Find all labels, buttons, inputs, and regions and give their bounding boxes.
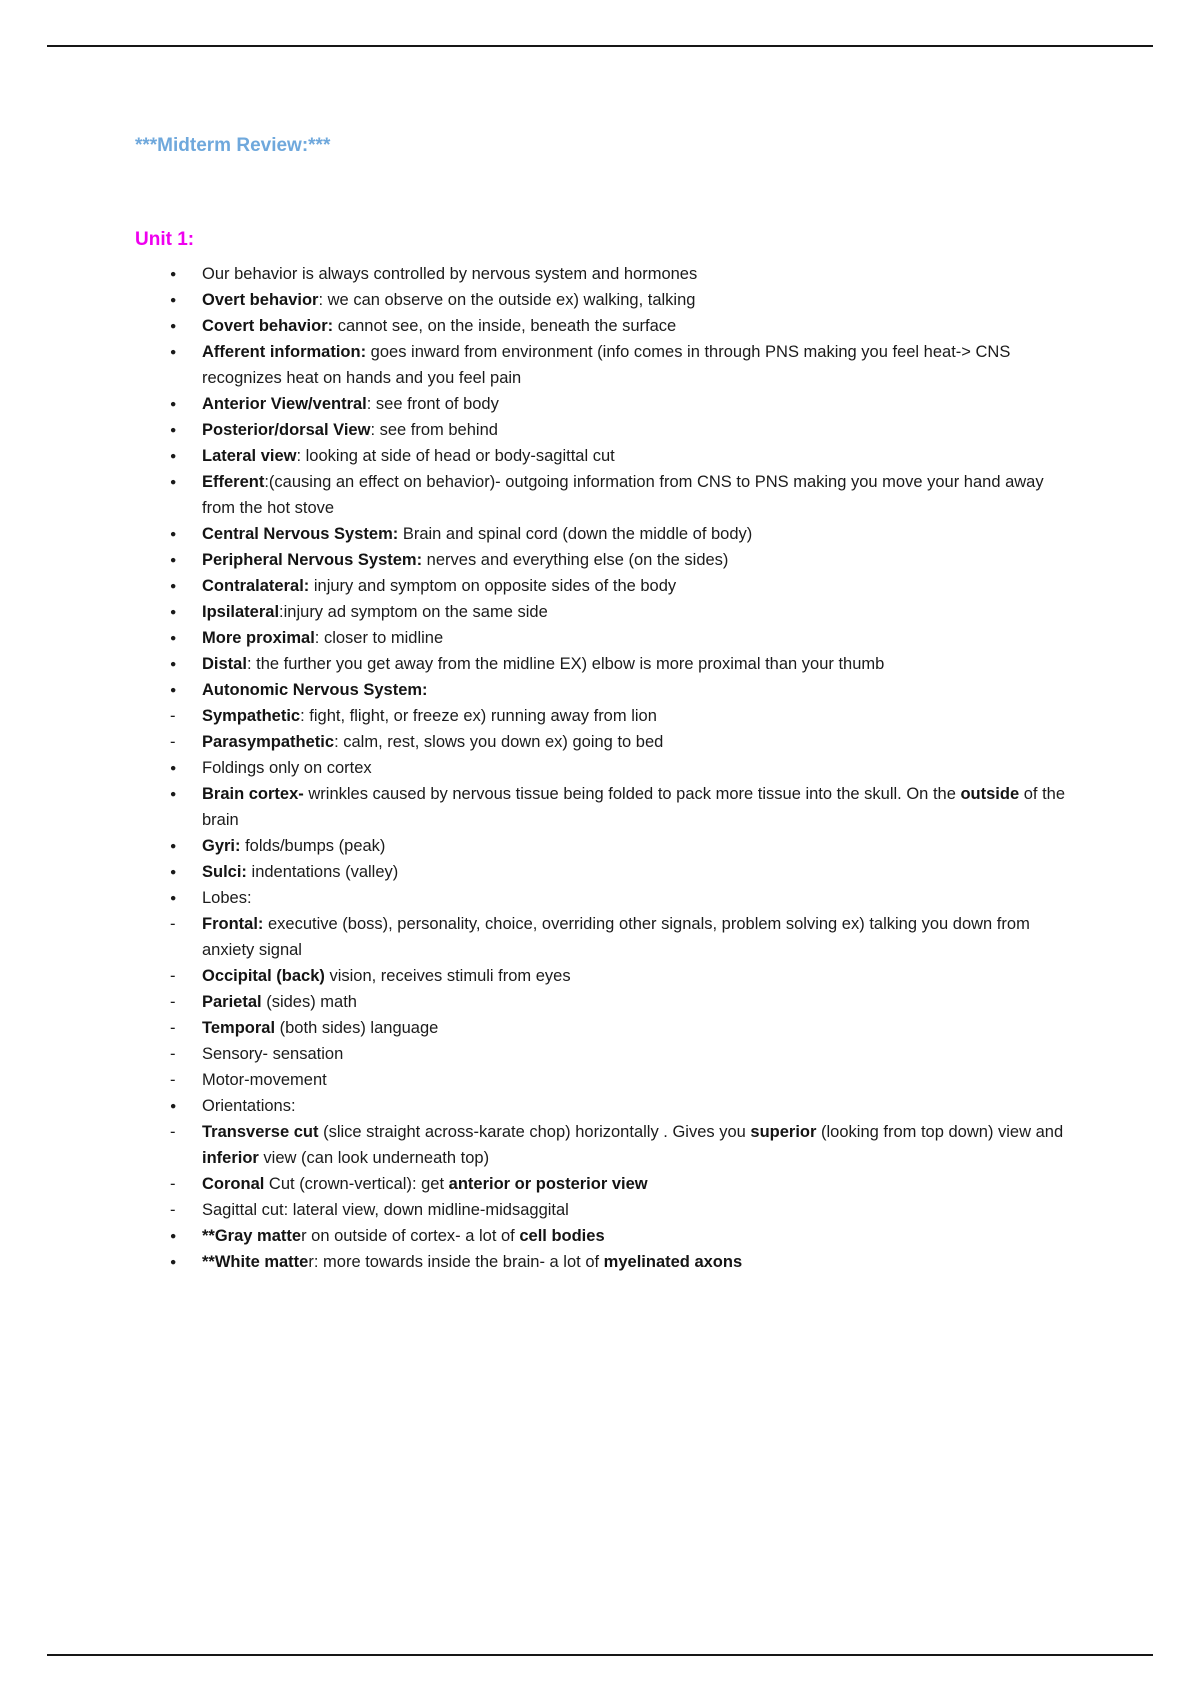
list-item-text: Peripheral Nervous System: nerves and everything else (on the sides)	[202, 551, 729, 569]
list-item	[135, 989, 1067, 1015]
list-item-text: Autonomic Nervous System:	[202, 681, 428, 699]
list-item	[135, 729, 1067, 755]
bullet-marker: ●	[170, 554, 177, 566]
list-item	[135, 963, 1067, 989]
list-item	[135, 313, 1067, 339]
bullet-marker: ●	[170, 606, 177, 618]
list-item	[135, 521, 1067, 547]
bullet-marker: ●	[170, 268, 177, 280]
list-item	[135, 625, 1067, 651]
list-item	[135, 703, 1067, 729]
dash-marker: -	[170, 733, 176, 751]
list-item-text: Distal: the further you get away from the midline EX) elbow is more proximal than your thumb	[202, 655, 885, 673]
bullet-marker: ●	[170, 840, 177, 852]
list-item	[135, 573, 1067, 599]
dash-marker: -	[170, 915, 176, 933]
bullet-marker: ●	[170, 788, 177, 800]
list-item-text: More proximal: closer to midline	[202, 629, 444, 647]
dash-marker: -	[170, 1045, 176, 1063]
list-item-text: Orientations:	[202, 1097, 296, 1115]
list-item	[135, 391, 1067, 417]
list-item-text: **Gray matter on outside of cortex- a lot of cell bodies	[202, 1227, 605, 1245]
list-item	[135, 1197, 1067, 1223]
list-item	[135, 859, 1067, 885]
bullet-marker: ●	[170, 1230, 177, 1242]
list-item	[135, 677, 1067, 703]
list-item-text: Foldings only on cortex	[202, 759, 372, 777]
dash-marker: -	[170, 1201, 176, 1219]
list-item	[135, 287, 1067, 313]
bullet-marker: ●	[170, 398, 177, 410]
page-bottom-border	[47, 1654, 1153, 1656]
list-item-text: Brain cortex- wrinkles caused by nervous tissue being folded to pack more tissue into the skull. On the outside of the brain	[202, 785, 1066, 829]
list-item	[135, 1223, 1067, 1249]
list-item	[135, 417, 1067, 443]
list-item	[135, 1041, 1067, 1067]
list-item-text: Coronal Cut (crown-vertical): get anterior or posterior view	[202, 1175, 648, 1193]
list-item	[135, 599, 1067, 625]
list-item	[135, 547, 1067, 573]
list-item	[135, 1093, 1067, 1119]
list-item-text: Covert behavior: cannot see, on the inside, beneath the surface	[202, 317, 677, 335]
dash-marker: -	[170, 967, 176, 985]
bullet-marker: ●	[170, 866, 177, 878]
page-top-border	[47, 45, 1153, 47]
document-content	[135, 132, 1067, 1275]
bullet-marker: ●	[170, 476, 177, 488]
list-item-text: Lobes:	[202, 889, 252, 907]
list-item-text: Parasympathetic: calm, rest, slows you down ex) going to bed	[202, 733, 664, 751]
list-item-text: Posterior/dorsal View: see from behind	[202, 421, 498, 439]
list-item	[135, 651, 1067, 677]
bullet-marker: ●	[170, 684, 177, 696]
bullet-marker: ●	[170, 658, 177, 670]
bullet-marker: ●	[170, 450, 177, 462]
bullet-marker: ●	[170, 1100, 177, 1112]
bullet-marker: ●	[170, 320, 177, 332]
list-item-text: Efferent:(causing an effect on behavior)- outgoing information from CNS to PNS making you move your hand away from the hot stove	[202, 473, 1044, 517]
bullet-marker: ●	[170, 424, 177, 436]
bullet-marker: ●	[170, 762, 177, 774]
dash-marker: -	[170, 1071, 176, 1089]
bullet-marker: ●	[170, 580, 177, 592]
list-item	[135, 781, 1067, 833]
dash-marker: -	[170, 1175, 176, 1193]
bullet-marker: ●	[170, 528, 177, 540]
list-item-text: Frontal: executive (boss), personality, choice, overriding other signals, problem solving ex) talking you down from anxiety signal	[202, 915, 1030, 959]
list-item-text: Our behavior is always controlled by nervous system and hormones	[202, 265, 698, 283]
list-item	[135, 469, 1067, 521]
bullet-marker: ●	[170, 294, 177, 306]
list-item	[135, 833, 1067, 859]
list-item	[135, 1067, 1067, 1093]
list-item-text: Sulci: indentations (valley)	[202, 863, 399, 881]
list-item	[135, 911, 1067, 963]
bullet-marker: ●	[170, 632, 177, 644]
list-item	[135, 1249, 1067, 1275]
dash-marker: -	[170, 1123, 176, 1141]
section-heading: Unit 1:	[135, 229, 195, 250]
list-item-text: **White matter: more towards inside the brain- a lot of myelinated axons	[202, 1253, 743, 1271]
list-item-text: Central Nervous System: Brain and spinal cord (down the middle of body)	[202, 525, 753, 543]
list-item-text: Sagittal cut: lateral view, down midline-midsaggital	[202, 1201, 569, 1219]
list-item-text: Transverse cut (slice straight across-karate chop) horizontally . Gives you superior (looking from top down) view and inferior view (can look underneath top)	[202, 1123, 1064, 1167]
list-item-text: Motor-movement	[202, 1071, 327, 1089]
list-item	[135, 1171, 1067, 1197]
list-item	[135, 1015, 1067, 1041]
list-item-text: Sympathetic: fight, flight, or freeze ex) running away from lion	[202, 707, 657, 725]
list-item	[135, 1119, 1067, 1171]
list-item-text: Parietal (sides) math	[202, 993, 357, 1011]
bullet-marker: ●	[170, 346, 177, 358]
list-item-text: Ipsilateral:injury ad symptom on the same side	[202, 603, 548, 621]
list-item-text: Anterior View/ventral: see front of body	[202, 395, 499, 413]
list-item-text: Afferent information: goes inward from environment (info comes in through PNS making you feel heat-> CNS recognizes heat on hands and you feel pain	[202, 343, 1011, 387]
list-item	[135, 443, 1067, 469]
list-item-text: Gyri: folds/bumps (peak)	[202, 837, 386, 855]
list-item-text: Contralateral: injury and symptom on opposite sides of the body	[202, 577, 677, 595]
list-item	[135, 755, 1067, 781]
dash-marker: -	[170, 993, 176, 1011]
dash-marker: -	[170, 1019, 176, 1037]
dash-marker: -	[170, 707, 176, 725]
list-item-text: Lateral view: looking at side of head or body-sagittal cut	[202, 447, 615, 465]
list-item	[135, 261, 1067, 287]
list-item-text: Overt behavior: we can observe on the outside ex) walking, talking	[202, 291, 696, 309]
bullet-marker: ●	[170, 892, 177, 904]
list-item-text: Temporal (both sides) language	[202, 1019, 439, 1037]
list-item-text: Sensory- sensation	[202, 1045, 344, 1063]
list-item	[135, 885, 1067, 911]
bullet-marker: ●	[170, 1256, 177, 1268]
notes-list	[135, 261, 1067, 1275]
list-item-text: Occipital (back) vision, receives stimuli from eyes	[202, 967, 571, 985]
document-title: ***Midterm Review:***	[135, 135, 331, 156]
list-item	[135, 339, 1067, 391]
